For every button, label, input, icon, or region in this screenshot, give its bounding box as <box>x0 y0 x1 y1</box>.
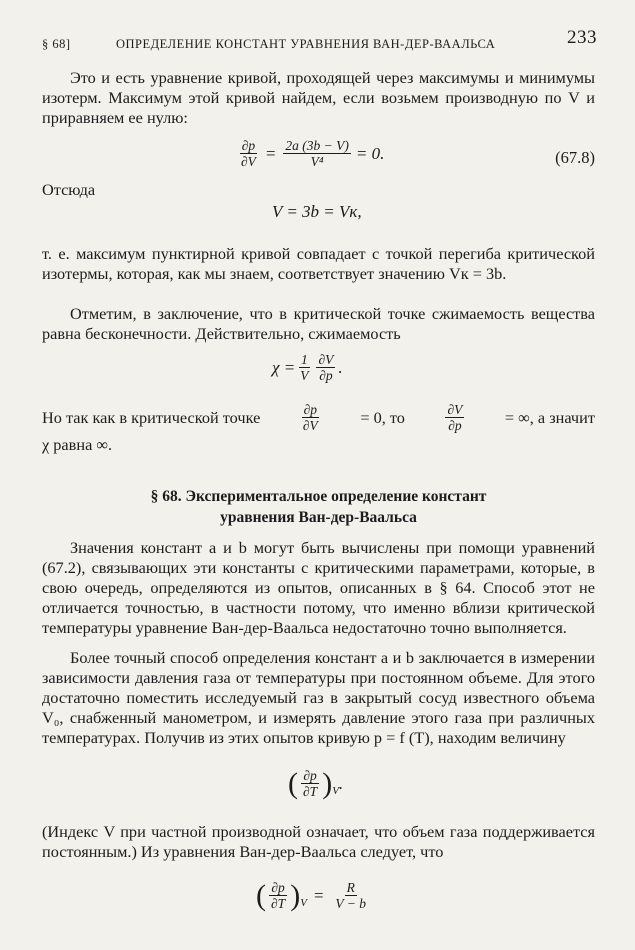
header-section-ref: § 68] <box>42 37 71 51</box>
eq3-fraction-2: $\frac{\partial V}{\partial p}$ <box>318 352 334 383</box>
paragraph-7: (Индекс V при частной производной означает, что объем газа поддерживается постоянным.) Из уравнения Ван-дер-Ваальса следует, что <box>42 822 595 861</box>
header-title: ОПРЕДЕЛЕНИЕ КОНСТАНТ УРАВНЕНИЯ ВАН-ДЕР-ВААЛЬСА <box>116 37 496 51</box>
eq4-fraction: $\frac{\partial p}{\partial T}$ <box>303 768 318 799</box>
equation-compressibility: χ = $\frac{1}{V}$ $\frac{\partial V}{\partial p}$ . <box>272 352 343 383</box>
paragraph-6: Более точный способ определения констант a и b заключается в измерении зависимости давления газа от температуры при постоянном объеме. Для этого достаточно поместить исследуемый газ в закрытый сосуд известного объема V₀, снабженный манометром, и измерять давление этого газа при различных температурах. Получив из этих опытов кривую p = f (T), находим величину <box>42 648 595 747</box>
p4-fraction-1: $\frac{\partial p}{\partial V}$ <box>302 402 318 433</box>
equation-v-critical: V = 3b = Vк, <box>272 202 362 221</box>
eq5-rhs-fraction: $\frac{R}{V - b}$ <box>335 880 367 911</box>
equation-partial-derivative: ( $\frac{\partial p}{\partial T}$ ) V = $\frac{R}{V - b}$ <box>256 878 367 912</box>
paragraph-5: Значения констант a и b могут быть вычислены при помощи уравнений (67.2), связывающих эти константы с критическими параметрами, которые, в свою очередь, определяются из опытов, описанных в § 64. Способ этот не отличается точностью, в частности потому, что именно вблизи критической температуры уравнение Ван-дер-Ваальса недостаточно точно выполняется. <box>42 538 595 637</box>
otsyuda-label: Отсюда <box>42 180 96 199</box>
eq5-lhs-fraction: $\frac{\partial p}{\partial T}$ <box>271 880 286 911</box>
page-number: 233 <box>567 27 597 48</box>
equation-67-8: $\frac{\partial p}{\partial V}$ = $\frac{2a (3b - V)}{\text{V⁴}}$ = 0. <box>241 138 385 169</box>
paragraph-1: Это и есть уравнение кривой, проходящей через максимумы и минимумы изотерм. Максимум этой кривой найдем, если возьмем производную по V и приравняем ее нулю: <box>42 68 595 127</box>
running-header <box>42 27 597 54</box>
eq3-fraction-1: $\frac{1}{V}$ <box>300 352 309 383</box>
paragraph-4: Но так как в критической точке $\frac{\partial p}{\partial V}$ = 0, то $\frac{\partial V}{\partial p}$ = ∞, а значит χ равна ∞. <box>42 402 595 454</box>
equation-number: (67.8) <box>555 148 595 167</box>
paragraph-2: т. е. максимум пунктирной кривой совпадает с точкой перегиба критической изотермы, которая, как мы знаем, соответствует значению Vк = 3b. <box>42 244 595 283</box>
p4-fraction-2: $\frac{\partial V}{\partial p}$ <box>447 402 463 433</box>
eq1-rhs-fraction: $\frac{2a (3b - V)}{\text{V⁴}}$ <box>285 138 349 169</box>
equation-dp-dt: ( $\frac{\partial p}{\partial T}$ ) V . <box>288 766 344 800</box>
eq1-lhs-fraction: $\frac{\partial p}{\partial V}$ <box>241 138 256 169</box>
section-heading: § 68. Экспериментальное определение констант уравнения Ван-дер-Ваальса <box>150 488 487 526</box>
paragraph-3: Отметим, в заключение, что в критической точке сжимаемость вещества равна бесконечности. Действительно, сжимаемость <box>42 304 595 343</box>
